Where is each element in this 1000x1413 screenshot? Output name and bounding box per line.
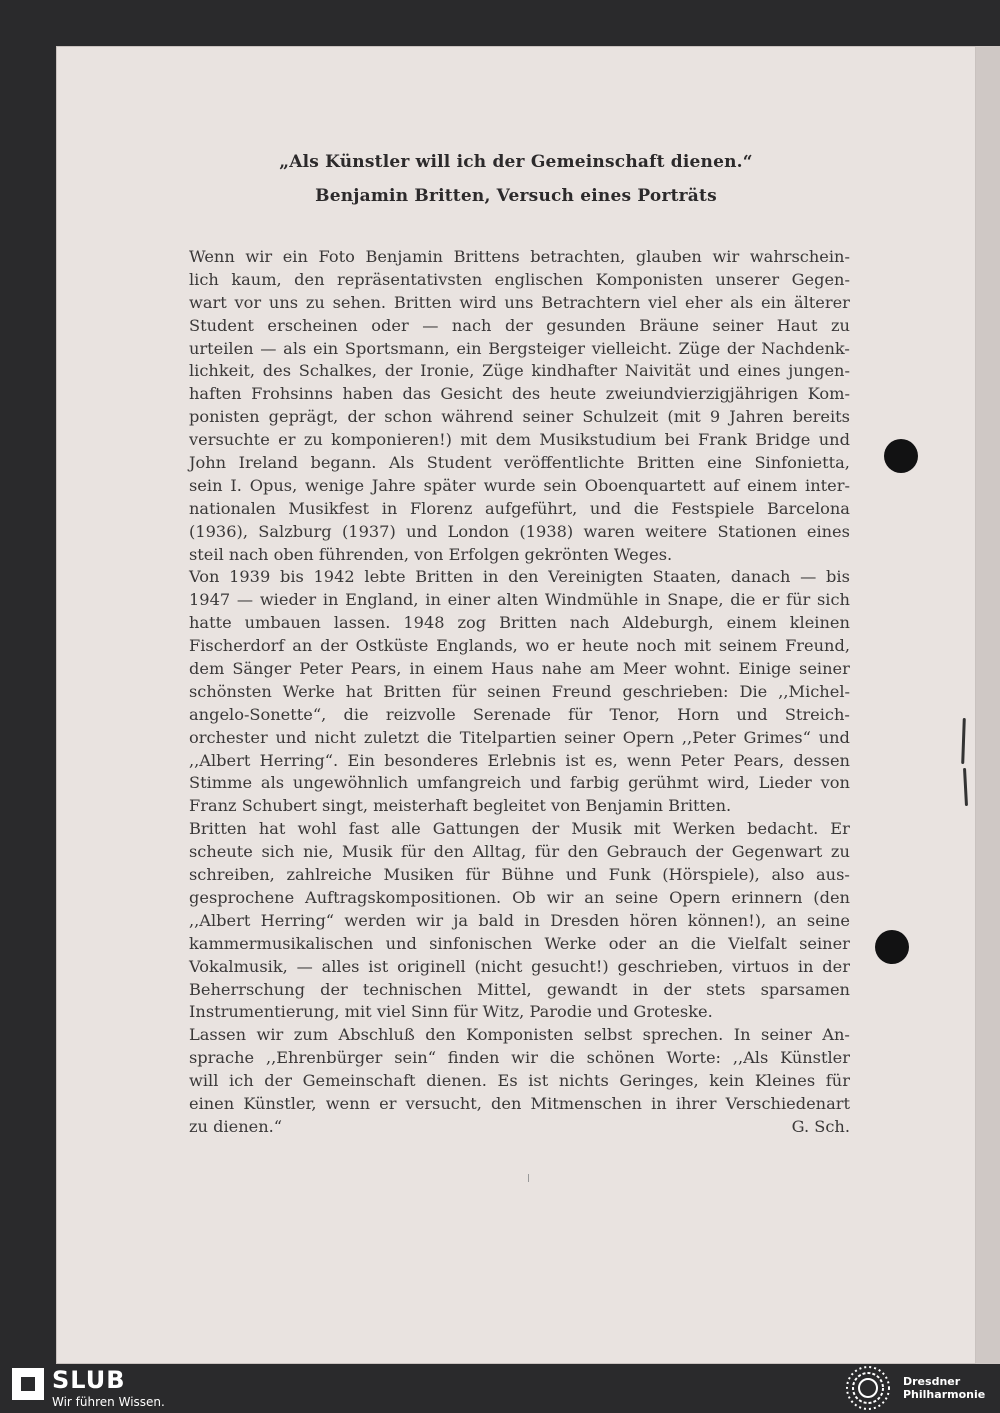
text-line: Lassen wir zum Abschluß den Komponisten selbst sprechen. In seiner An- (189, 1025, 850, 1045)
closing-text: zu dienen.“ (189, 1116, 283, 1136)
text-line: versuchte er zu komponieren!) mit dem Musikstudium bei Frank Bridge und (189, 430, 850, 450)
text-line: angelo-Sonette“, die reizvolle Serenade für Tenor, Horn und Streich- (189, 704, 850, 724)
text-line: lichkeit, des Schalkes, der Ironie, Züge kindhafter Naivität und eines jungen- (189, 361, 850, 381)
staple-mark (963, 768, 968, 806)
text-line: haften Frohsinns haben das Gesicht des heute zweiundvierzigjährigen Kom- (189, 384, 850, 404)
text-line: steil nach oben führenden, von Erfolgen gekrönten Weges. (189, 544, 673, 564)
text-line: Fischerdorf an der Ostküste Englands, wo er heute noch mit seinem Freund, (189, 636, 850, 656)
footer-bar (0, 1364, 1000, 1413)
text-line: ,,Albert Herring“. Ein besonderes Erlebnis ist es, wenn Peter Pears, dessen (189, 750, 850, 770)
text-line: Stimme als ungewöhnlich umfangreich und farbig gerühmt wird, Lieder von (189, 773, 850, 793)
text-line: Student erscheinen oder — nach der gesunden Bräune seiner Haut zu (189, 315, 850, 335)
text-line: schönsten Werke hat Britten für seinen Freund geschrieben: Die ,,Michel- (189, 681, 850, 701)
philharmonie-name[interactable] (903, 1375, 985, 1401)
text-line: nationalen Musikfest in Florenz aufgeführt, und die Festspiele Barcelona (189, 498, 850, 518)
text-line: einen Künstler, wenn er versucht, den Mitmenschen in ihrer Verschiedenart (189, 1093, 850, 1113)
text-line: wart vor uns zu sehen. Britten wird uns Betrachtern viel eher als ein älterer (189, 292, 850, 312)
punch-hole (875, 930, 909, 964)
article-title: „Als Künstler will ich der Gemeinschaft dienen.“ (279, 152, 753, 172)
philharmonie-name-line: Philharmonie (903, 1388, 986, 1401)
philharmonie-name-line: Dresdner (903, 1375, 961, 1388)
slub-logo-icon[interactable] (12, 1368, 44, 1400)
text-line: hatte umbauen lassen. 1948 zog Britten nach Aldeburgh, einem kleinen (189, 613, 850, 633)
text-line: Beherrschung der technischen Mittel, gewandt in der stets sparsamen (189, 979, 850, 999)
page-edge (976, 46, 1000, 1364)
document-page (56, 46, 976, 1364)
slub-name[interactable]: SLUB (52, 1366, 126, 1394)
text-line: gesprochene Auftragskompositionen. Ob wir an seine Opern erinnern (den (189, 887, 850, 907)
closing-line (189, 1116, 850, 1139)
text-line: urteilen — als ein Sportsmann, ein Bergsteiger vielleicht. Züge der Nachdenk- (189, 338, 850, 358)
article-subtitle: Benjamin Britten, Versuch eines Porträts (315, 186, 717, 206)
text-line: ,,Albert Herring“ werden wir ja bald in Dresden hören können!), an seine (189, 910, 850, 930)
text-line: sprache ,,Ehrenbürger sein“ finden wir die schönen Worte: ,,Als Künstler (189, 1048, 850, 1068)
text-line: scheute sich nie, Musik für den Alltag, für den Gebrauch der Gegenwart zu (189, 842, 850, 862)
text-line: Wenn wir ein Foto Benjamin Brittens betrachten, glauben wir wahrschein- (189, 247, 850, 266)
page-speck (528, 1174, 529, 1182)
text-line: Von 1939 bis 1942 lebte Britten in den Vereinigten Staaten, danach — bis (189, 567, 850, 587)
philharmonie-logo-icon[interactable] (842, 1364, 894, 1412)
text-line: kammermusikalischen und sinfonischen Werke oder an die Vielfalt seiner (189, 933, 850, 953)
text-line: Britten hat wohl fast alle Gattungen der Musik mit Werken bedacht. Er (189, 819, 850, 839)
text-line: ponisten geprägt, der schon während seiner Schulzeit (mit 9 Jahren bereits (189, 407, 850, 427)
text-line: schreiben, zahlreiche Musiken für Bühne und Funk (Hörspiele), also aus- (189, 865, 850, 885)
text-line: 1947 — wieder in England, in einer alten Windmühle in Snape, die er für sich (189, 590, 850, 610)
text-line: orchester und nicht zuletzt die Titelpartien seiner Opern ,,Peter Grimes“ und (189, 727, 850, 747)
text-line: (1936), Salzburg (1937) und London (1938) waren weitere Stationen eines (189, 521, 850, 541)
punch-hole (884, 439, 918, 473)
text-line: lich kaum, den repräsentativsten englischen Komponisten unserer Gegen- (189, 269, 850, 289)
author-signature: G. Sch. (791, 1116, 850, 1136)
text-line: Vokalmusik, — alles ist originell (nicht gesucht!) geschrieben, virtuos in der (189, 956, 850, 976)
text-line: Franz Schubert singt, meisterhaft begleitet von Benjamin Britten. (189, 796, 732, 816)
text-line: will ich der Gemeinschaft dienen. Es ist nichts Geringes, kein Kleines für (189, 1071, 850, 1091)
text-line: dem Sänger Peter Pears, in einem Haus nahe am Meer wohnt. Einige seiner (189, 659, 850, 679)
article-body (189, 246, 850, 1139)
text-line: John Ireland begann. Als Student veröffentlichte Britten eine Sinfonietta, (189, 453, 850, 473)
text-line: sein I. Opus, wenige Jahre später wurde sein Oboenquartett auf einem inter- (189, 475, 850, 495)
slub-tagline: Wir führen Wissen. (52, 1395, 165, 1409)
staple-mark (961, 718, 966, 764)
text-line: Instrumentierung, mit viel Sinn für Witz, Parodie und Groteske. (189, 1002, 713, 1022)
